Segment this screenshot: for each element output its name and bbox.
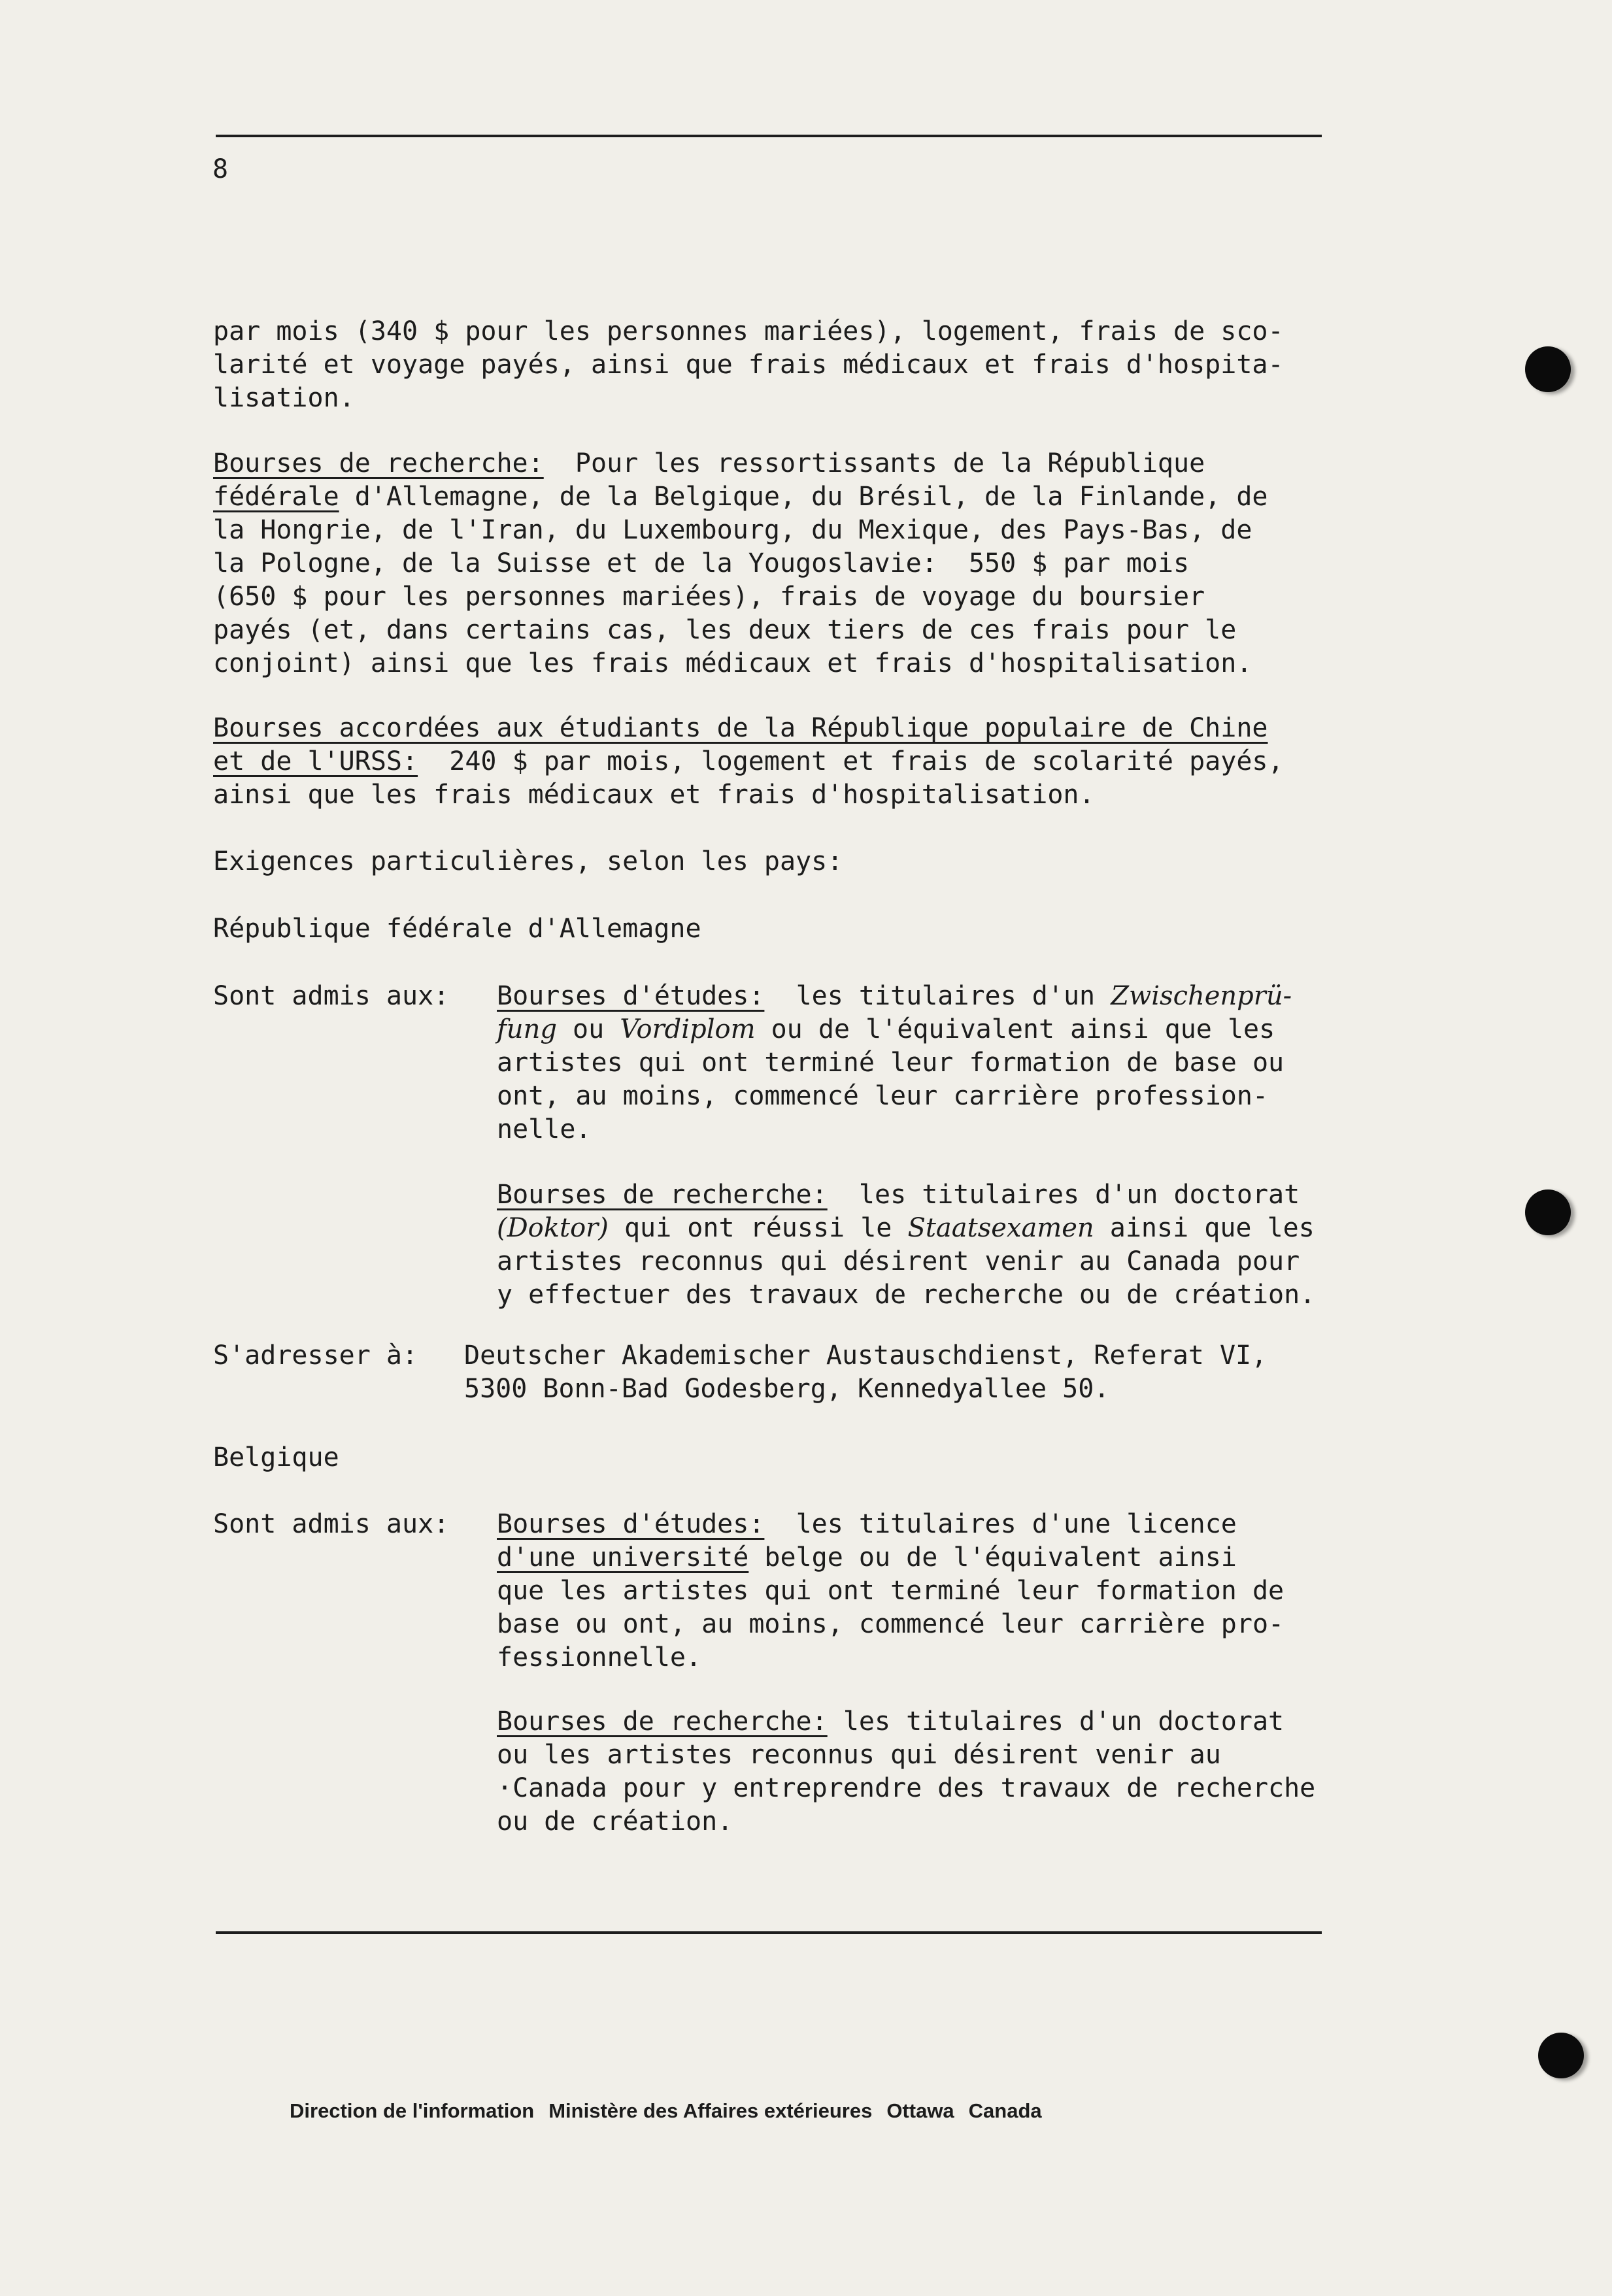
text-line: y effectuer des travaux de recherche ou de création. bbox=[497, 1280, 1316, 1310]
binder-hole-bottom bbox=[1538, 2033, 1584, 2078]
eligible-label: Sont admis aux: bbox=[213, 981, 450, 1011]
text-line: nelle. bbox=[497, 1114, 592, 1144]
text-line: Bourses de recherche: Pour les ressortissants de la République bbox=[213, 448, 1205, 478]
text-line: la Hongrie, de l'Iran, du Luxembourg, du Mexique, des Pays-Bas, de bbox=[213, 515, 1252, 545]
research-grants-heading: Bourses de recherche: bbox=[213, 448, 544, 478]
foreign-term: (Doktor) bbox=[497, 1213, 609, 1243]
research-grants-heading: Bourses de recherche: bbox=[497, 1180, 828, 1210]
top-rule bbox=[216, 135, 1322, 137]
intro-paragraph bbox=[213, 315, 1284, 415]
text-line: artistes reconnus qui désirent venir au Canada pour bbox=[497, 1246, 1300, 1276]
text-line: conjoint) ainsi que les frais médicaux et frais d'hospitalisation. bbox=[213, 648, 1252, 678]
bottom-rule bbox=[216, 1931, 1322, 1934]
text-line: Bourses de recherche: les titulaires d'un doctorat bbox=[497, 1706, 1285, 1737]
study-grants-heading: Bourses d'études: bbox=[497, 1509, 765, 1539]
footer-city: Ottawa bbox=[886, 2099, 954, 2122]
country-germany: République fédérale d'Allemagne bbox=[213, 914, 701, 944]
text-line: artistes qui ont terminé leur formation de base ou bbox=[497, 1048, 1285, 1078]
heading-continuation: d'une université bbox=[497, 1542, 749, 1572]
germany-research-grants bbox=[497, 1178, 1315, 1312]
text-line: Bourses d'études: les titulaires d'une licence bbox=[497, 1509, 1237, 1539]
belgium-study-grants bbox=[497, 1508, 1284, 1674]
china-ussr-heading-cont: et de l'URSS: bbox=[213, 746, 418, 776]
germany-study-grants bbox=[497, 980, 1292, 1146]
address-label: S'adresser à: bbox=[213, 1340, 418, 1371]
page-number: 8 bbox=[212, 154, 229, 184]
text-line: lisation. bbox=[213, 383, 355, 413]
eligible-label: Sont admis aux: bbox=[213, 1509, 450, 1539]
text-line: payés (et, dans certains cas, les deux tiers de ces frais pour le bbox=[213, 615, 1237, 645]
footer-ministry: Ministère des Affaires extérieures bbox=[548, 2099, 873, 2122]
text-line: d'une université belge ou de l'équivalent ainsi bbox=[497, 1542, 1237, 1572]
study-grants-heading: Bourses d'études: bbox=[497, 981, 765, 1011]
text-line: par mois (340 $ pour les personnes mariées), logement, frais de sco- bbox=[213, 316, 1284, 346]
text-line: Bourses d'études: les titulaires d'un Zwischenprü- bbox=[497, 981, 1292, 1011]
text-line: ont, au moins, commencé leur carrière profession- bbox=[497, 1081, 1269, 1111]
foreign-term: Zwischenprü- bbox=[1111, 981, 1292, 1011]
text-line: ou de création. bbox=[497, 1806, 733, 1837]
text-line: base ou ont, au moins, commencé leur carrière pro- bbox=[497, 1609, 1285, 1639]
text-line: ·Canada pour y entreprendre des travaux de recherche bbox=[497, 1773, 1316, 1803]
research-grants-heading: Bourses de recherche: bbox=[497, 1706, 828, 1737]
text-line: la Pologne, de la Suisse et de la Yougoslavie: 550 $ par mois bbox=[213, 548, 1190, 578]
china-ussr-paragraph bbox=[213, 712, 1284, 812]
foreign-term: fung bbox=[497, 1014, 557, 1044]
binder-hole-top bbox=[1525, 346, 1571, 392]
text-line: fung ou Vordiplom ou de l'équivalent ainsi que les bbox=[497, 1014, 1275, 1044]
germany-address bbox=[464, 1339, 1267, 1406]
text-line: ainsi que les frais médicaux et frais d'hospitalisation. bbox=[213, 780, 1095, 810]
text-line: (Doktor) qui ont réussi le Staatsexamen ainsi que les bbox=[497, 1213, 1315, 1243]
footer bbox=[290, 2099, 1056, 2123]
china-ussr-heading: Bourses accordées aux étudiants de la République populaire de Chine bbox=[213, 713, 1268, 743]
text-line: Bourses de recherche: les titulaires d'un doctorat bbox=[497, 1180, 1300, 1210]
text-line: que les artistes qui ont terminé leur formation de bbox=[497, 1576, 1285, 1606]
research-grants-paragraph bbox=[213, 447, 1268, 680]
foreign-term: Staatsexamen bbox=[907, 1213, 1094, 1243]
footer-department: Direction de l'information bbox=[290, 2099, 535, 2122]
text-line: fessionnelle. bbox=[497, 1642, 702, 1672]
requirements-heading: Exigences particulières, selon les pays: bbox=[213, 846, 843, 876]
text-line: larité et voyage payés, ainsi que frais médicaux et frais d'hospita- bbox=[213, 350, 1284, 380]
foreign-term: Vordiplom bbox=[620, 1014, 756, 1044]
text-line: et de l'URSS: 240 $ par mois, logement et frais de scolarité payés, bbox=[213, 746, 1284, 776]
text-line: Deutscher Akademischer Austauschdienst, Referat VI, bbox=[464, 1340, 1268, 1371]
binder-hole-middle bbox=[1525, 1190, 1571, 1235]
footer-country: Canada bbox=[968, 2099, 1042, 2122]
belgium-research-grants bbox=[497, 1705, 1315, 1838]
text-line: fédérale d'Allemagne, de la Belgique, du Brésil, de la Finlande, de bbox=[213, 482, 1268, 512]
text-line: 5300 Bonn-Bad Godesberg, Kennedyallee 50. bbox=[464, 1374, 1110, 1404]
country-belgium: Belgique bbox=[213, 1442, 339, 1472]
text-line: (650 $ pour les personnes mariées), frais de voyage du boursier bbox=[213, 582, 1205, 612]
text-line: ou les artistes reconnus qui désirent venir au bbox=[497, 1740, 1221, 1770]
heading-continuation: fédérale bbox=[213, 482, 339, 512]
